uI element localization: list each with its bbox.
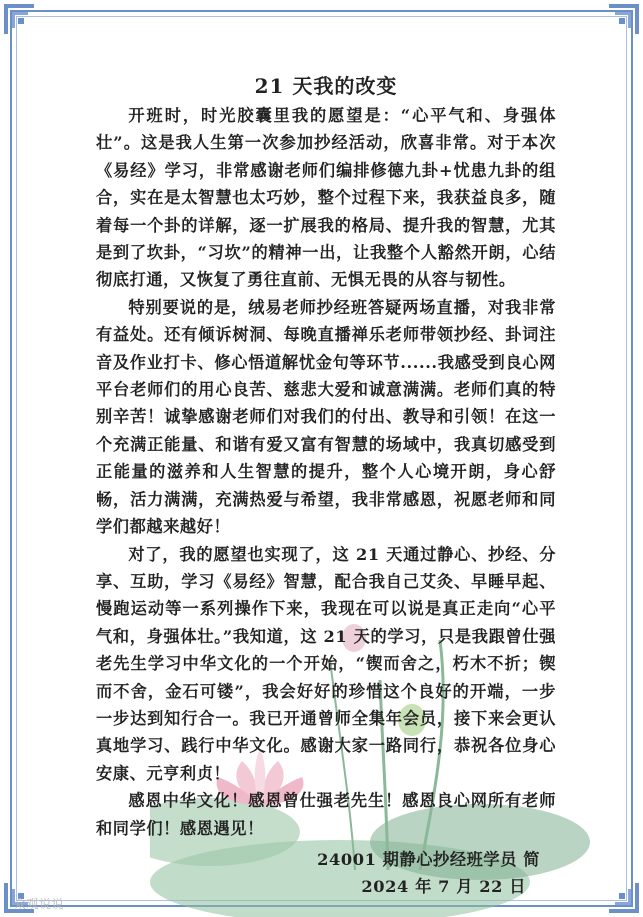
paragraph: 对了，我的愿望也实现了，这 21 天通过静心、抄经、分享、互助，学习《易经》智慧，配合我自己艾灸、早睡早起、慢跑运动等一系列操作下来，我现在可以说是真正走向“心平气和，身强体壮。”我知道，这 21 天的学习，只是我跟曾仕强老先生学习中华文化的一个开始，“锲而舍之，朽木不折；锲而不舍，金石可镂”，我会好好的珍惜这个良好的开端，一步一步达到知行合一。我已开通曾师全集年会员，接下来会更认真地学习、践行中华文化。感谢大家一路同行，恭祝各位身心安康、元亨利贞！ [96,544,556,783]
letter-content [96,72,556,901]
watermark: 众观说说 [14,897,65,911]
date: 2024 年 7 月 22 日 [361,877,526,897]
page-title: 21 天我的改变 [254,74,398,98]
paragraph: 开班时，时光胶囊里我的愿望是：“心平气和、身强体壮”。这是我人生第一次参加抄经活动，欣喜非常。对于本次《易经》学习，非常感谢老师们编排修德九卦+忧患九卦的组合，实在是太智慧也太巧妙，整个过程下来，我获益良多，随着每一个卦的详解，逐一扩展我的格局、提升我的智慧，尤其是到了坎卦，“习坎”的精神一出，让我整个人豁然开朗，心结彻底打通，又恢复了勇往直前、无惧无畏的从容与韧性。 [96,106,556,290]
corner-ornament-icon [2,2,36,36]
signature: 24001 期静心抄经班学员 简 [317,849,540,869]
paragraph: 特别要说的是，绒易老师抄经班答疑两场直播，对我非常有益处。还有倾诉树洞、每晚直播禅乐老师带领抄经、卦词注音及作业打卡、修心悟道解忧金句等环节......我感受到良心网平台老师们的用心良苦、慈悲大爱和诚意满满。老师们真的特别辛苦！诚挚感谢老师们对我们的付出、教导和引领！在这一个充满正能量、和谐有爱又富有智慧的场域中，我真切感受到正能量的滋养和人生智慧的提升，整个人心境开朗，身心舒畅，活力满满，充满热爱与希望，我非常感恩，祝愿老师和同学们都越来越好！ [96,297,556,537]
corner-ornament-icon [607,2,641,36]
paragraph: 感恩中华文化！感恩曾仕强老先生！感恩良心网所有老师和同学们！感恩遇见！ [96,791,556,838]
